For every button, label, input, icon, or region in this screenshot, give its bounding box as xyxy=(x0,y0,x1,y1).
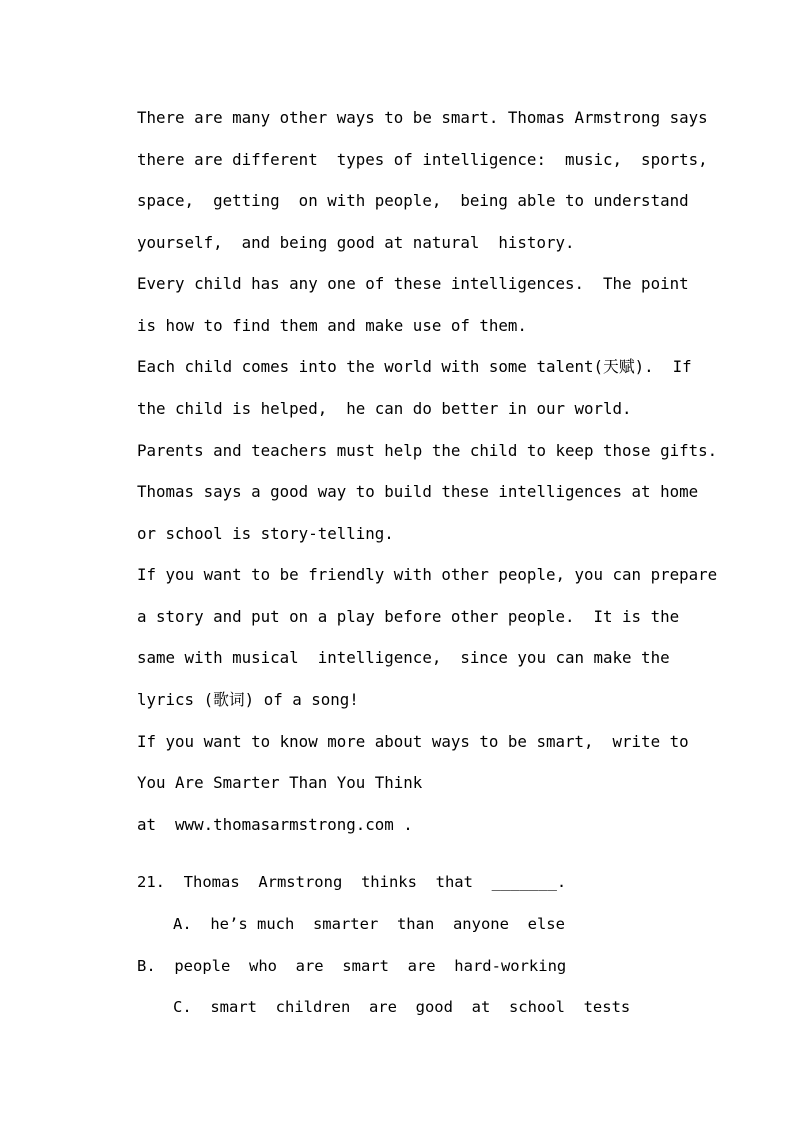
option-c: C. smart children are good at school tests xyxy=(173,998,631,1016)
passage-line: at www.thomasarmstrong.com . xyxy=(137,815,413,834)
passage-line: space, getting on with people, being able to understand xyxy=(137,191,689,210)
passage-line: the child is helped, he can do better in our world. xyxy=(137,399,632,418)
passage-line: same with musical intelligence, since you can make the xyxy=(137,648,670,667)
passage-line: Every child has any one of these intelligences. The point xyxy=(137,274,689,293)
passage-line: If you want to be friendly with other people, you can prepare xyxy=(137,565,718,584)
passage-line: lyrics (歌词) of a song! xyxy=(137,690,359,709)
question-stem: 21. Thomas Armstrong thinks that _______. xyxy=(137,873,567,891)
passage-line: there are different types of intelligence: music, sports, xyxy=(137,150,708,169)
passage-line: Parents and teachers must help the child to keep those gifts. xyxy=(137,441,718,460)
passage-line: If you want to know more about ways to be smart, write to xyxy=(137,732,689,751)
passage-line: Thomas says a good way to build these intelligences at home xyxy=(137,482,699,501)
passage-line: or school is story-telling. xyxy=(137,524,394,543)
passage-line: yourself, and being good at natural history. xyxy=(137,233,575,252)
option-a: A. he’s much smarter than anyone else xyxy=(173,915,565,933)
passage-line: Each child comes into the world with some talent(天赋). If xyxy=(137,357,692,376)
option-b: B. people who are smart are hard-working xyxy=(137,957,567,975)
passage-line: is how to find them and make use of them. xyxy=(137,316,527,335)
passage-line: You Are Smarter Than You Think xyxy=(137,773,423,792)
passage-line: a story and put on a play before other people. It is the xyxy=(137,607,680,626)
passage-line: There are many other ways to be smart. Thomas Armstrong says xyxy=(137,108,708,127)
